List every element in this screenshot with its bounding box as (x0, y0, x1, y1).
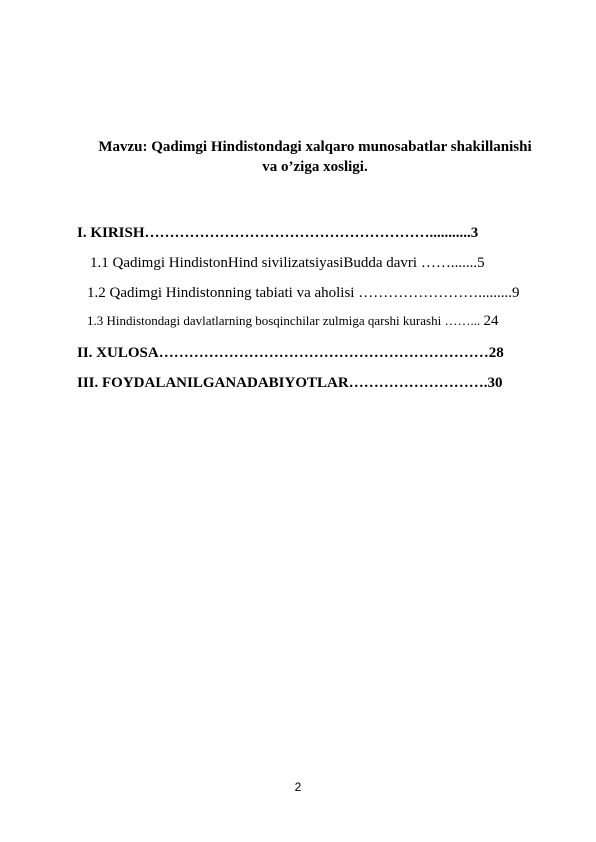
toc-page: 3 (470, 225, 479, 241)
toc-leader: ……... (444, 313, 484, 328)
toc-label: II. XULOSA (77, 345, 159, 361)
toc-entry-kirish (77, 225, 478, 242)
toc-entry-xulosa (77, 345, 504, 362)
toc-entry-1-3 (87, 313, 498, 330)
toc-leader: …………………………………………………........... (144, 225, 471, 241)
toc-leader: ……....... (420, 255, 478, 271)
title-line-2: va o’ziga xosligi. (262, 159, 368, 175)
toc-entry-1-1 (90, 255, 485, 272)
toc-label: 1.3 Hindistondagi davlatlarning bosqinchilar zulmiga qarshi kurashi (87, 313, 445, 328)
toc-leader: ……………………......... (358, 285, 512, 301)
document-title (70, 137, 560, 177)
toc-page: 30 (487, 375, 503, 391)
toc-entry-1-2 (87, 285, 519, 302)
toc-label: 1.1 Qadimgi HindistonHind sivilizatsiyasiBudda davri (90, 255, 421, 271)
title-line-1: Mavzu: Qadimgi Hindistondagi xalqaro munosabatlar shakillanishi (98, 139, 532, 155)
toc-page: 9 (511, 285, 520, 301)
toc-entry-adabiyotlar (77, 375, 502, 392)
toc-label: III. FOYDALANILGANADABIYOTLAR (77, 375, 349, 391)
toc-page: 28 (488, 345, 504, 361)
toc-leader: ………………………. (348, 375, 488, 391)
toc-label: 1.2 Qadimgi Hindistonning tabiati va aholisi (87, 285, 359, 301)
toc-page: 24 (483, 313, 499, 329)
toc-page: 5 (477, 255, 485, 271)
toc-label: I. KIRISH (77, 225, 145, 241)
page-number: 2 (294, 780, 302, 794)
toc-leader: ………………………………………………………… (158, 345, 489, 361)
